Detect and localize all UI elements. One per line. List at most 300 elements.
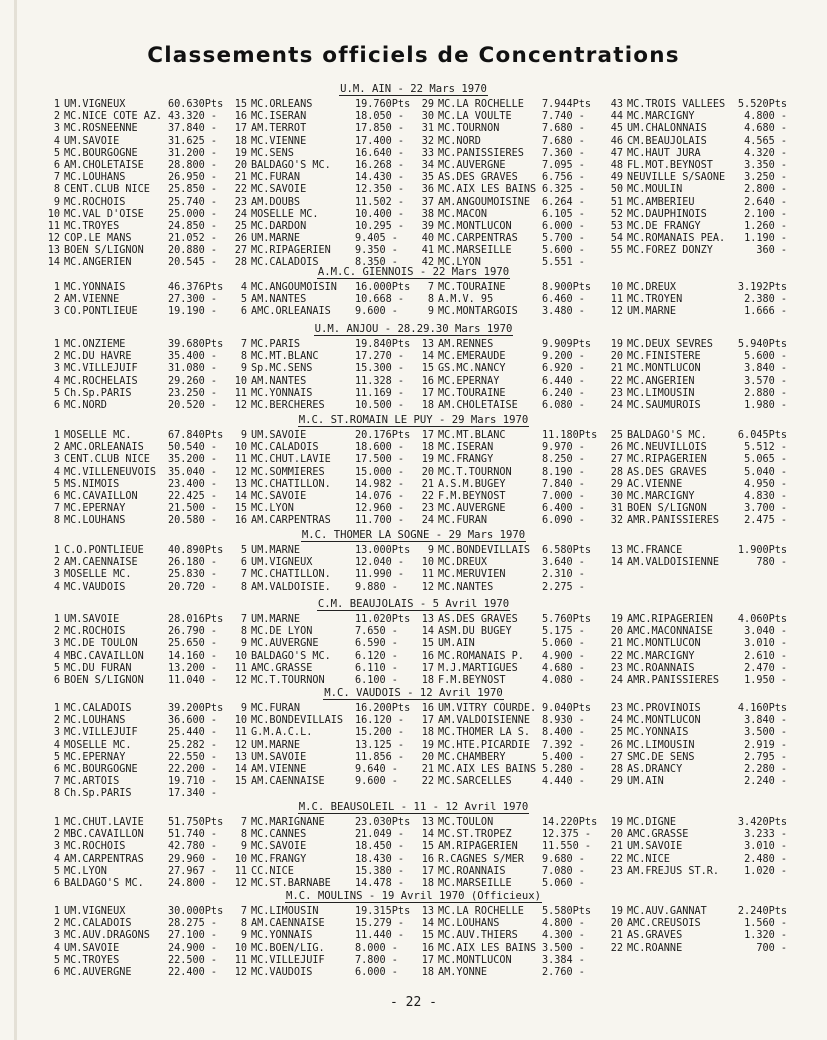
rank-number: 5 — [240, 545, 247, 556]
club-points: 13.000Pts — [355, 545, 411, 556]
club-points: 8.190 - — [542, 466, 585, 478]
club-name: AM.ANGOUMOISINE — [438, 196, 531, 208]
rank-number: 6 — [53, 399, 60, 411]
club-name: MC.THOMER LA S. — [438, 727, 531, 739]
rank-number: 54 — [610, 233, 623, 245]
club-name: MC.DREUX — [438, 557, 488, 569]
rank-number: 23 — [610, 662, 623, 674]
rank-number: 6 — [53, 490, 60, 502]
ranking-column — [416, 817, 611, 890]
ranking-row — [605, 491, 790, 503]
club-points: 12.040 - — [355, 557, 405, 569]
club-name: MC.VILLEJUIF — [251, 954, 325, 966]
ranking-row — [605, 557, 790, 569]
ranking-row — [605, 752, 790, 764]
ranking-row — [229, 703, 424, 715]
ranking-row — [416, 829, 611, 841]
club-points: 10.500 - — [355, 399, 405, 411]
club-points: 5.060 - — [542, 638, 585, 650]
ranking-row — [416, 841, 611, 853]
club-name: MC.EPERNAY — [64, 503, 126, 515]
club-points: 14.076 - — [355, 490, 405, 502]
ranking-row — [605, 740, 790, 752]
rank-number: 10 — [610, 282, 623, 293]
ranking-row — [416, 651, 611, 663]
ranking-row — [42, 430, 237, 442]
club-points: 2.240Pts — [737, 906, 787, 917]
club-points: 780 - — [756, 557, 787, 569]
club-name: MC.SARCELLES — [438, 776, 512, 788]
rank-number: 7 — [53, 503, 60, 515]
rank-number: 10 — [234, 650, 247, 662]
club-name: MC.DARDON — [251, 220, 307, 232]
club-points: 2.100 - — [744, 208, 787, 220]
ranking-row — [605, 388, 790, 400]
club-points: 39.680Pts — [168, 339, 224, 350]
ranking-row — [42, 752, 237, 764]
rank-number: 21 — [610, 363, 623, 375]
club-name: AM.VALDOISIENNE — [627, 557, 720, 569]
rank-number: 25 — [234, 220, 247, 232]
club-points: 3.350 - — [744, 159, 787, 171]
ranking-section — [0, 82, 827, 269]
club-points: 67.840Pts — [168, 430, 224, 441]
ranking-row — [229, 817, 424, 829]
rank-number: 37 — [421, 196, 434, 208]
section-title-text: M.C. THOMER LA SOGNE - 29 Mars 1970 — [301, 529, 526, 541]
club-name: MC.CHAMBERY — [438, 751, 506, 763]
ranking-row — [42, 638, 237, 650]
rank-number: 2 — [53, 829, 60, 841]
club-name: UM.MARNE — [251, 739, 301, 751]
ranking-row — [416, 454, 611, 466]
club-name: MC.VAUDOIS — [64, 581, 126, 593]
club-name: MC.ROCHOIS — [64, 841, 126, 853]
rank-number: 2 — [53, 351, 60, 363]
ranking-row — [416, 99, 611, 111]
club-points: 37.840 - — [168, 123, 218, 135]
ranking-row — [42, 442, 237, 454]
page-number: - 22 - — [390, 995, 437, 1010]
rank-number: 3 — [53, 841, 60, 853]
ranking-section — [0, 528, 827, 593]
rank-number: 16 — [421, 375, 434, 387]
club-points: 1.020 - — [744, 865, 787, 877]
club-points: 7.680 - — [542, 135, 585, 147]
club-points: 6.100 - — [355, 674, 398, 686]
club-name: MC.ST.TROPEZ — [438, 829, 512, 841]
rank-number: 25 — [610, 727, 623, 739]
rank-number: 5 — [53, 147, 60, 159]
club-points: 12.960 - — [355, 503, 405, 515]
club-points: 2.760 - — [542, 966, 585, 978]
rank-number: 21 — [421, 763, 434, 775]
club-points: 3.420Pts — [737, 817, 787, 828]
club-points: 1.900Pts — [737, 545, 787, 556]
club-points: 26.180 - — [168, 557, 218, 569]
rank-number: 43 — [610, 99, 623, 110]
rank-number: 27 — [610, 751, 623, 763]
club-name: MC.CALADOIS — [251, 257, 319, 269]
section-title — [0, 597, 827, 611]
rank-number: 22 — [610, 853, 623, 865]
club-name: MC.YONNAIS — [251, 387, 313, 399]
club-points: 9.880 - — [355, 581, 398, 593]
club-name: AMR.PANISSIERES — [627, 674, 720, 686]
ranking-row — [229, 515, 424, 527]
club-name: UM.SAVOIE — [251, 430, 307, 441]
ranking-row — [416, 776, 611, 788]
ranking-row — [229, 955, 424, 967]
ranking-row — [605, 545, 790, 557]
club-name: AM.YONNE — [438, 966, 488, 978]
ranking-row — [605, 209, 790, 221]
rank-number: 4 — [53, 739, 60, 751]
ranking-column — [605, 339, 790, 412]
rank-number: 6 — [53, 159, 60, 171]
rank-number: 9 — [240, 841, 247, 853]
club-name: MC.MT.BLANC — [438, 430, 506, 441]
section-title-text: M.C. VAUDOIS - 12 Avril 1970 — [324, 687, 503, 699]
ranking-section — [0, 597, 827, 686]
club-name: Ch.Sp.PARIS — [64, 788, 132, 800]
club-points: 5.280 - — [542, 763, 585, 775]
section-title — [0, 800, 827, 814]
ranking-section — [0, 686, 827, 800]
club-points: 6.110 - — [355, 662, 398, 674]
club-name: AM.NANTES — [251, 294, 307, 306]
ranking-row — [229, 491, 424, 503]
ranking-row — [605, 776, 790, 788]
ranking-row — [416, 930, 611, 942]
club-name: MC.AUV.DRAGONS — [64, 930, 150, 942]
club-points: 360 - — [756, 245, 787, 257]
rank-number: 25 — [610, 430, 623, 441]
ranking-column — [605, 430, 790, 528]
club-points: 11.502 - — [355, 196, 405, 208]
rank-number: 17 — [421, 387, 434, 399]
club-points: 10.668 - — [355, 294, 405, 306]
rank-number: 16 — [421, 703, 434, 714]
club-name: AM.TERROT — [251, 123, 307, 135]
ranking-row — [605, 703, 790, 715]
club-points: 17.270 - — [355, 351, 405, 363]
rank-number: 12 — [421, 581, 434, 593]
rank-number: 14 — [421, 351, 434, 363]
club-points: 3.040 - — [744, 626, 787, 638]
rank-number: 17 — [234, 123, 247, 135]
ranking-row — [42, 614, 237, 626]
club-name: MC.LOUHANS — [64, 172, 126, 184]
club-name: MC.SAVOIE — [251, 490, 307, 502]
rank-number: 17 — [421, 662, 434, 674]
club-points: 16.200Pts — [355, 703, 411, 714]
ranking-column — [229, 614, 424, 687]
ranking-row — [416, 727, 611, 739]
rank-number: 30 — [610, 490, 623, 502]
ranking-row — [229, 233, 424, 245]
club-name: MC.ANGERIEN — [627, 375, 695, 387]
ranking-row — [42, 727, 237, 739]
rank-number: 14 — [421, 626, 434, 638]
club-name: MS.NIMOIS — [64, 478, 120, 490]
club-points: 36.600 - — [168, 715, 218, 727]
club-points: 11.440 - — [355, 930, 405, 942]
club-points: 28.800 - — [168, 159, 218, 171]
club-points: 1.950 - — [744, 674, 787, 686]
ranking-row — [229, 614, 424, 626]
rank-number: 7 — [240, 906, 247, 917]
rank-number: 39 — [421, 220, 434, 232]
club-name: UM.MARNE — [627, 306, 677, 318]
club-points: 39.200Pts — [168, 703, 224, 714]
ranking-row — [42, 148, 237, 160]
club-points: 11.550 - — [542, 841, 592, 853]
club-points: 19.840Pts — [355, 339, 411, 350]
rank-number: 5 — [53, 954, 60, 966]
rank-number: 15 — [234, 776, 247, 788]
rank-number: 7 — [240, 569, 247, 581]
ranking-row — [42, 515, 237, 527]
club-points: 2.280 - — [744, 763, 787, 775]
club-name: MC.CAVAILLON — [64, 490, 138, 502]
ranking-row — [229, 245, 424, 257]
club-points: 7.680 - — [542, 123, 585, 135]
club-points: 11.856 - — [355, 751, 405, 763]
rank-number: 14 — [421, 918, 434, 930]
ranking-row — [605, 943, 790, 955]
ranking-row — [416, 479, 611, 491]
ranking-row — [416, 740, 611, 752]
club-name: MC.ROANNAIS — [438, 865, 506, 877]
ranking-row — [229, 715, 424, 727]
rank-number: 6 — [53, 674, 60, 686]
club-points: 2.240 - — [744, 776, 787, 788]
ranking-row — [605, 854, 790, 866]
rank-number: 15 — [234, 503, 247, 515]
club-points: 28.275 - — [168, 918, 218, 930]
club-points: 23.030Pts — [355, 817, 411, 828]
club-points: 19.710 - — [168, 776, 218, 788]
club-name: MC.LOUHANS — [438, 918, 500, 930]
club-points: 50.540 - — [168, 442, 218, 454]
rank-number: 10 — [234, 442, 247, 454]
rank-number: 27 — [610, 454, 623, 466]
ranking-row — [42, 294, 237, 306]
rank-number: 9 — [427, 306, 434, 318]
ranking-row — [416, 663, 611, 675]
club-name: MC.EPERNAY — [64, 751, 126, 763]
club-name: AMC.CREUSOIS — [627, 918, 701, 930]
club-name: MC.YONNAIS — [251, 930, 313, 942]
club-name: MC.MERUVIEN — [438, 569, 506, 581]
club-name: MC.AUVERGNE — [64, 966, 132, 978]
club-points: 4.060Pts — [737, 614, 787, 625]
club-points: 24.850 - — [168, 220, 218, 232]
ranking-row — [229, 638, 424, 650]
club-points: 22.425 - — [168, 490, 218, 502]
section-title-text: M.C. BEAUSOLEIL - 11 - 12 Avril 1970 — [298, 801, 529, 813]
ranking-row — [416, 400, 611, 412]
ranking-row — [42, 454, 237, 466]
club-points: 14.982 - — [355, 478, 405, 490]
ranking-row — [605, 339, 790, 351]
ranking-row — [42, 569, 237, 581]
rank-number: 18 — [421, 877, 434, 889]
ranking-row — [229, 160, 424, 172]
club-name: MC.LIMOUSIN — [627, 387, 695, 399]
ranking-column — [229, 703, 424, 788]
club-points: 3.010 - — [744, 638, 787, 650]
club-points: 21.052 - — [168, 233, 218, 245]
section-title — [0, 265, 827, 279]
club-points: 5.512 - — [744, 442, 787, 454]
club-points: 6.400 - — [542, 503, 585, 515]
club-name: ASM.DU BUGEY — [438, 626, 512, 638]
club-points: 7.000 - — [542, 490, 585, 502]
rank-number: 12 — [234, 674, 247, 686]
club-points: 9.640 - — [355, 763, 398, 775]
club-name: MC.AIX LES BAINS — [438, 184, 537, 196]
ranking-row — [42, 715, 237, 727]
rank-number: 30 — [421, 111, 434, 123]
club-name: CM.BEAUJOLAIS — [627, 135, 707, 147]
ranking-row — [42, 557, 237, 569]
club-name: MC.ISERAN — [438, 442, 494, 454]
club-name: MC.DIGNE — [627, 817, 677, 828]
club-name: AS.DRANCY — [627, 763, 683, 775]
ranking-section — [0, 413, 827, 527]
club-name: MC.BONDEVILLAIS — [438, 545, 531, 556]
ranking-row — [416, 339, 611, 351]
ranking-row — [229, 776, 424, 788]
rank-number: 20 — [610, 829, 623, 841]
rank-number: 5 — [240, 294, 247, 306]
rank-number: 11 — [234, 662, 247, 674]
ranking-row — [42, 841, 237, 853]
ranking-row — [229, 400, 424, 412]
club-name: SMC.DE SENS — [627, 751, 695, 763]
rank-number: 2 — [53, 111, 60, 123]
rank-number: 19 — [610, 817, 623, 828]
club-name: C.O.PONTLIEUE — [64, 545, 144, 556]
ranking-row — [605, 638, 790, 650]
club-name: MC.ISERAN — [251, 111, 307, 123]
club-points: 5.040 - — [744, 466, 787, 478]
ranking-row — [605, 430, 790, 442]
section-title — [0, 413, 827, 427]
ranking-row — [416, 172, 611, 184]
club-points: 6.580Pts — [542, 545, 592, 556]
ranking-row — [416, 764, 611, 776]
ranking-row — [605, 160, 790, 172]
rank-number: 40 — [421, 233, 434, 245]
rank-number: 9 — [240, 430, 247, 441]
club-points: 2.919 - — [744, 739, 787, 751]
ranking-row — [42, 351, 237, 363]
ranking-row — [42, 740, 237, 752]
club-points: 2.480 - — [744, 853, 787, 865]
club-name: BALDAGO'S MC. — [251, 650, 331, 662]
club-name: R.CAGNES S/MER — [438, 853, 524, 865]
rank-number: 14 — [421, 829, 434, 841]
club-points: 16.640 - — [355, 147, 405, 159]
club-name: CENT.CLUB NICE — [64, 184, 150, 196]
club-name: MC.MARCIGNY — [627, 111, 695, 123]
ranking-row — [416, 351, 611, 363]
rank-number: 20 — [610, 918, 623, 930]
ranking-row — [42, 764, 237, 776]
club-name: AM.NANTES — [251, 375, 307, 387]
rank-number: 8 — [240, 351, 247, 363]
ranking-row — [605, 715, 790, 727]
rank-number: 26 — [610, 442, 623, 454]
rank-number: 17 — [421, 865, 434, 877]
club-name: UM.AIN — [627, 776, 664, 788]
club-points: 9.040Pts — [542, 703, 592, 714]
rank-number: 18 — [421, 727, 434, 739]
rank-number: 34 — [421, 159, 434, 171]
club-points: 3.010 - — [744, 841, 787, 853]
club-points: 19.315Pts — [355, 906, 411, 917]
rank-number: 16 — [421, 650, 434, 662]
club-points: 14.220Pts — [542, 817, 598, 828]
ranking-row — [229, 740, 424, 752]
club-points: 2.275 - — [542, 581, 585, 593]
club-points: 10.400 - — [355, 208, 405, 220]
club-points: 2.475 - — [744, 515, 787, 527]
club-name: AM.CAENNAISE — [251, 918, 325, 930]
club-points: 31.200 - — [168, 147, 218, 159]
ranking-row — [416, 442, 611, 454]
ranking-row — [42, 829, 237, 841]
club-points: 5.760Pts — [542, 614, 592, 625]
club-points: 2.310 - — [542, 569, 585, 581]
club-name: UM.MARNE — [251, 545, 301, 556]
rank-number: 1 — [53, 817, 60, 828]
club-name: MC.LYON — [251, 503, 294, 515]
club-points: 6.460 - — [542, 294, 585, 306]
rank-number: 15 — [421, 363, 434, 375]
ranking-row — [229, 569, 424, 581]
rank-number: 13 — [421, 339, 434, 350]
rank-number: 9 — [240, 638, 247, 650]
club-points: 12.375 - — [542, 829, 592, 841]
rank-number: 24 — [610, 674, 623, 686]
club-points: 4.565 - — [744, 135, 787, 147]
club-points: 46.376Pts — [168, 282, 224, 293]
club-points: 6.080 - — [542, 399, 585, 411]
rank-number: 5 — [53, 751, 60, 763]
rank-number: 24 — [610, 399, 623, 411]
rank-number: 11 — [234, 454, 247, 466]
club-name: MC.TOULON — [438, 817, 494, 828]
ranking-row — [605, 918, 790, 930]
rank-number: 12 — [234, 466, 247, 478]
rank-number: 3 — [53, 363, 60, 375]
club-name: Sp.MC.SENS — [251, 363, 313, 375]
ranking-row — [229, 967, 424, 979]
ranking-row — [42, 339, 237, 351]
rank-number: 24 — [234, 208, 247, 220]
club-points: 12.350 - — [355, 184, 405, 196]
club-points: 5.940Pts — [737, 339, 787, 350]
club-points: 10.295 - — [355, 220, 405, 232]
ranking-row — [42, 854, 237, 866]
club-name: MC.ANGOUMOISIN — [251, 282, 337, 293]
rank-number: 19 — [421, 739, 434, 751]
rank-number: 2 — [53, 715, 60, 727]
